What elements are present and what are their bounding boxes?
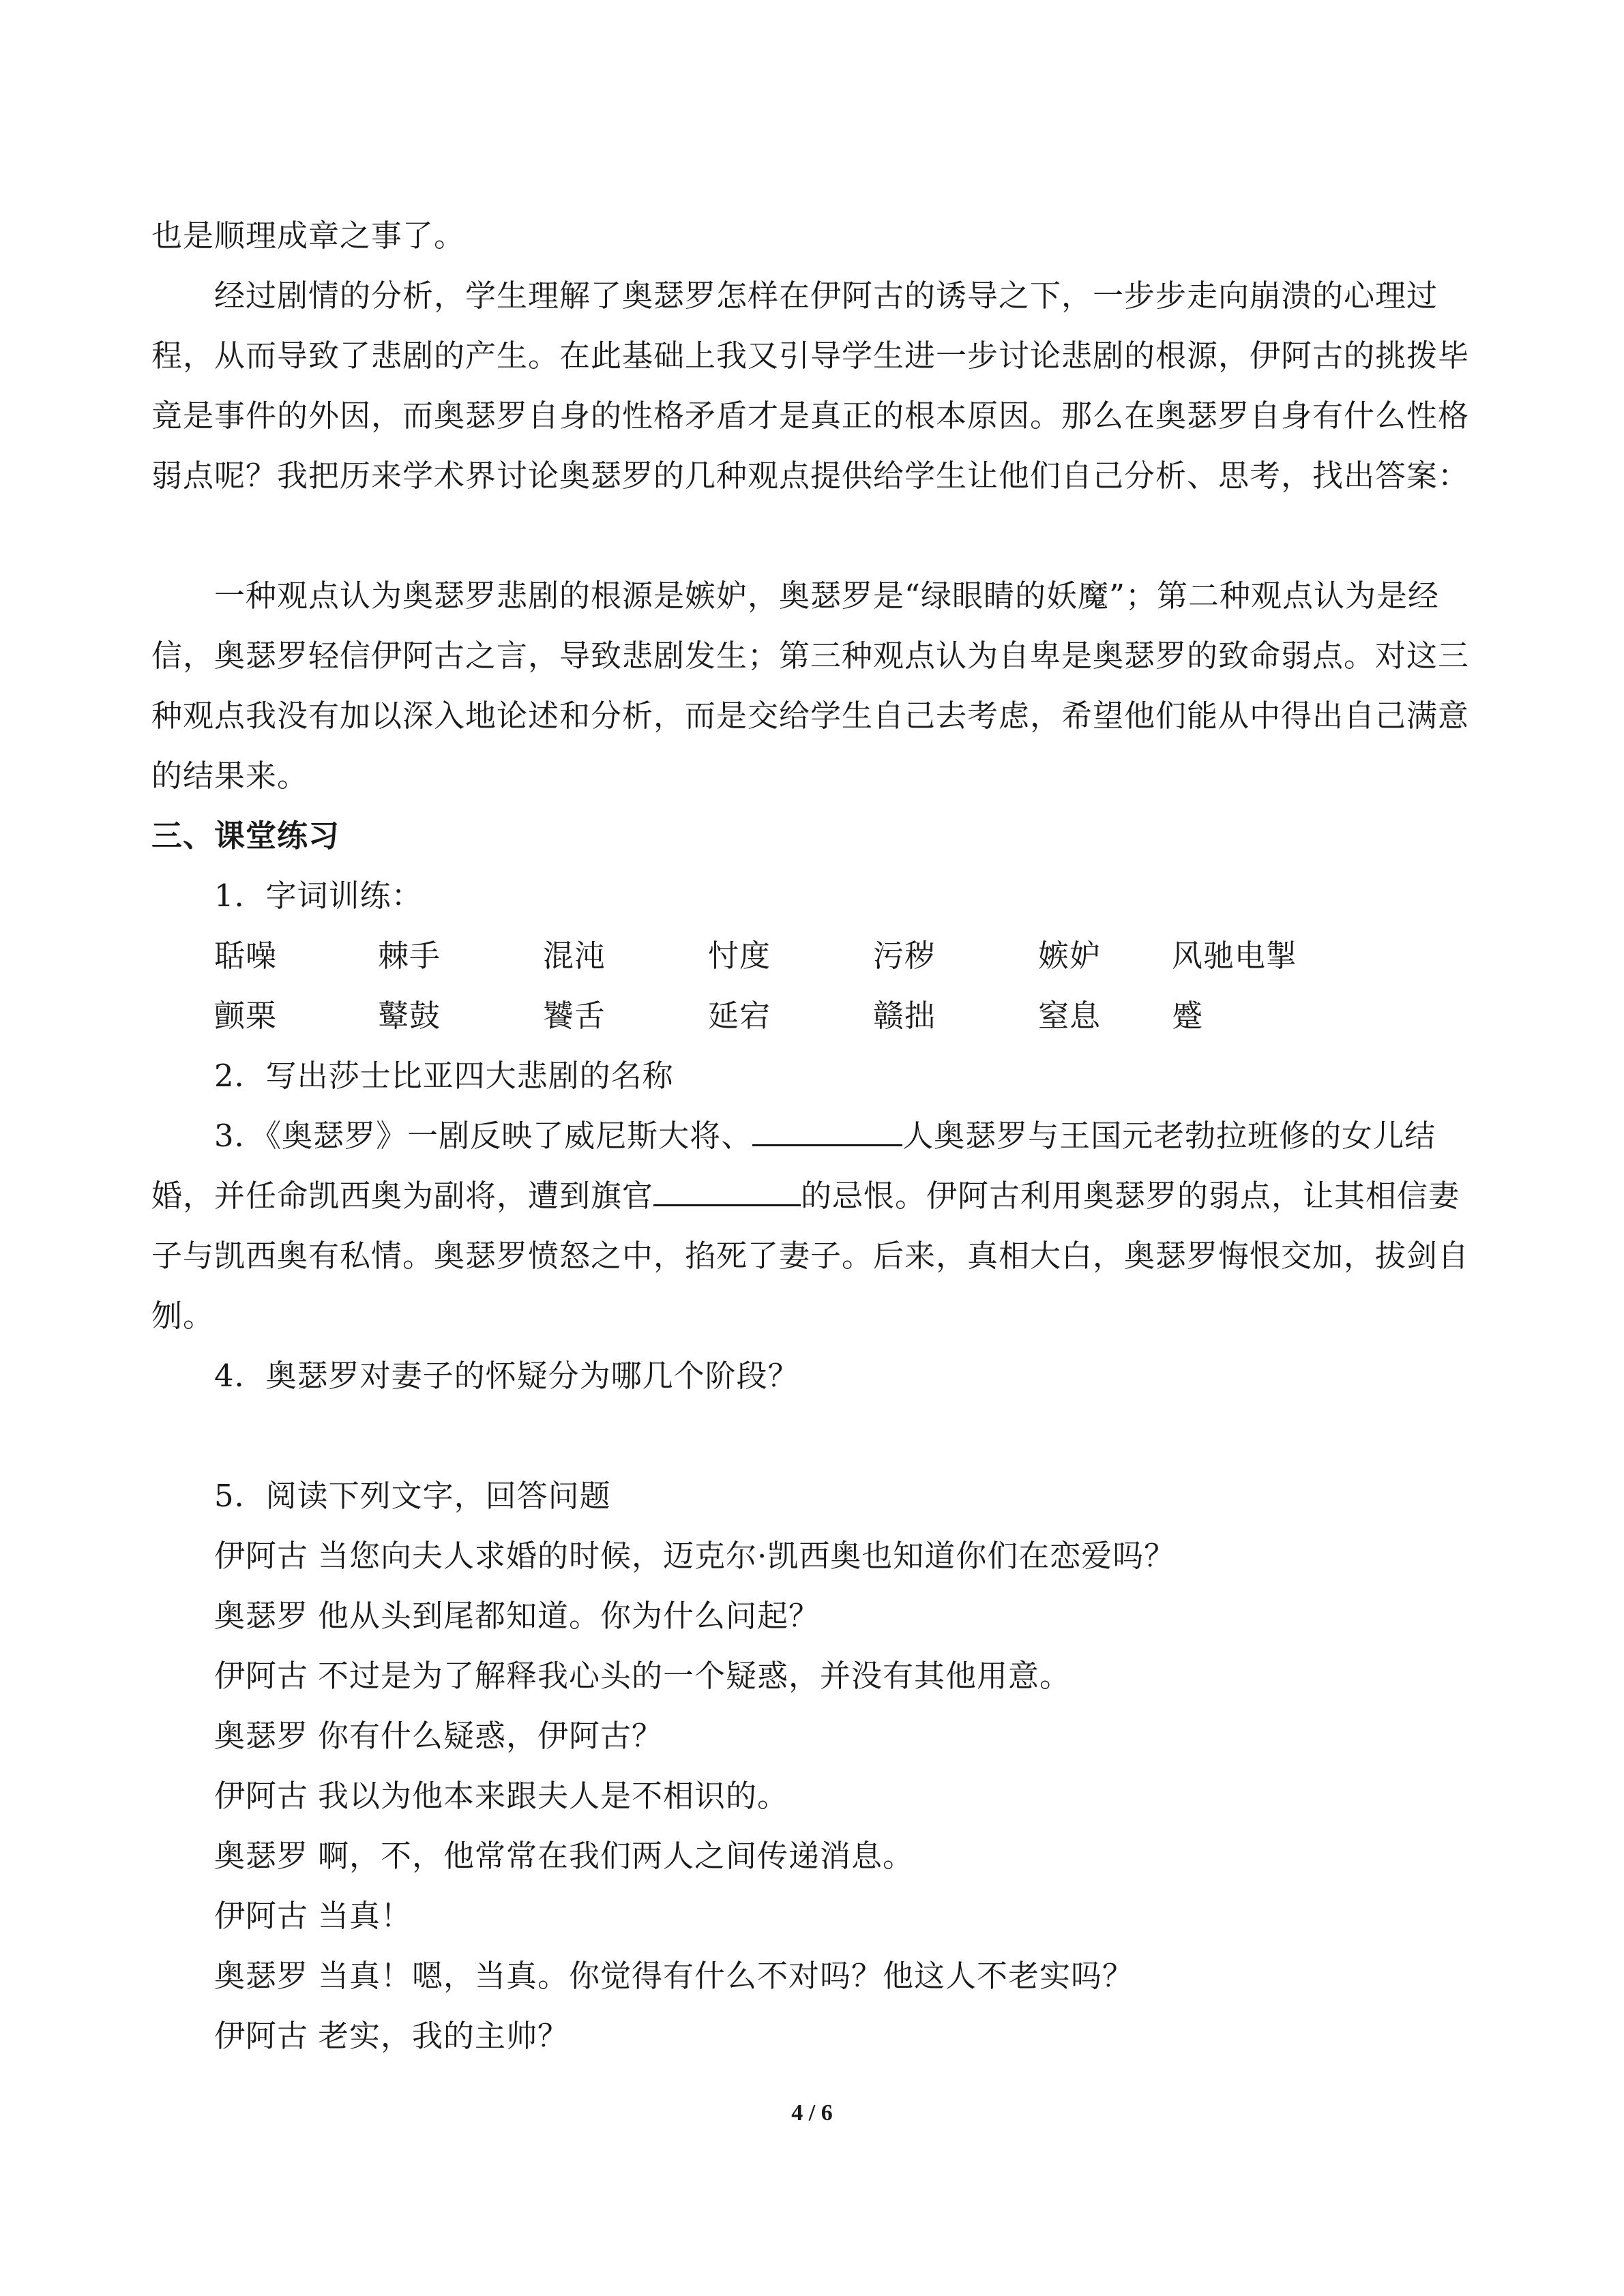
vocab-word: 延宕 <box>708 998 771 1034</box>
question-4: 4．奥瑟罗对妻子的怀疑分为哪几个阶段？ <box>214 1358 799 1394</box>
dialogue-line <box>214 1526 1175 1586</box>
question-3-part-b: 人奥瑟罗与王国元老勃拉班修的女儿结婚，并任命凯西奥为副将，遭到旗官 <box>151 1118 1436 1214</box>
dialogue-speaker: 伊阿古 <box>214 1658 309 1694</box>
dialogue-text: 当您向夫人求婚的时候，迈克尔·凯西奥也知道你们在恋爱吗？ <box>318 1538 1176 1574</box>
dialogue-text: 老实，我的主帅？ <box>318 2018 570 2054</box>
vocab-word: 赣拙 <box>873 998 936 1034</box>
dialogue-line <box>214 1826 914 1886</box>
dialogue-text: 我以为他本来跟夫人是不相识的。 <box>318 1778 789 1814</box>
dialogue-text: 当真！嗯，当真。你觉得有什么不对吗？他这人不老实吗？ <box>318 1958 1134 1994</box>
vocab-word: 饕舌 <box>543 998 606 1034</box>
dialogue-speaker: 伊阿古 <box>214 1538 309 1574</box>
vocab-word: 嫉妒 <box>1038 938 1102 974</box>
dialogue-line <box>214 1646 1071 1706</box>
vocab-word: 窒息 <box>1038 998 1102 1034</box>
dialogue-text: 你有什么疑惑，伊阿古？ <box>318 1718 664 1754</box>
vocab-word: 鼙鼓 <box>378 998 441 1034</box>
paragraph-analysis: 经过剧情的分析，学生理解了奥瑟罗怎样在伊阿古的诱导之下，一步步走向崩溃的心理过程，从而导致了悲剧的产生。在此基础上我又引导学生进一步讨论悲剧的根源，伊阿古的挑拨毕竟是事件的外因，而奥瑟罗自身的性格矛盾才是真正的根本原因。那么在奥瑟罗自身有什么性格弱点呢？我把历来学术界讨论奥瑟罗的几种观点提供给学生让他们自己分析、思考，找出答案： <box>151 278 1470 494</box>
dialogue-line <box>214 1886 412 1946</box>
dialogue-line <box>214 2006 569 2066</box>
page-number: 4 / 6 <box>791 2100 833 2126</box>
dialogue-line <box>214 1586 820 1646</box>
question-3-part-c: 的忌恨。伊阿古利用奥瑟罗的弱点，让其相信妻子与凯西奥有私情。奥瑟罗愤怒之中，掐死了妻子。后来，真相大白，奥瑟罗悔恨交加，拔剑自刎。 <box>151 1178 1470 1334</box>
paragraph-viewpoints: 一种观点认为奥瑟罗悲剧的根源是嫉妒，奥瑟罗是“绿眼睛的妖魔”；第二种观点认为是经信，奥瑟罗轻信伊阿古之言，导致悲剧发生；第三种观点认为自卑是奥瑟罗的致命弱点。对这三种观点我没有加以深入地论述和分析，而是交给学生自己去考虑，希望他们能从中得出自己满意的结果来。 <box>151 578 1470 794</box>
dialogue-speaker: 伊阿古 <box>214 2018 309 2054</box>
vocab-word: 颤栗 <box>214 998 278 1034</box>
answer-blank-1[interactable] <box>752 1117 902 1146</box>
dialogue-speaker: 奥瑟罗 <box>214 1958 309 1994</box>
dialogue-speaker: 伊阿古 <box>214 1898 309 1934</box>
question-2: 2．写出莎士比亚四大悲剧的名称 <box>214 1058 674 1094</box>
dialogue-speaker: 伊阿古 <box>214 1778 309 1814</box>
dialogue-speaker: 奥瑟罗 <box>214 1598 309 1634</box>
dialogue-text: 他从头到尾都知道。你为什么问起？ <box>318 1598 821 1634</box>
question-1-label: 1．字词训练： <box>214 878 423 914</box>
dialogue-speaker: 奥瑟罗 <box>214 1838 309 1874</box>
question-3-part-a: 3．《奥瑟罗》一剧反映了威尼斯大将、 <box>214 1118 753 1154</box>
question-3 <box>151 1106 1488 1346</box>
vocab-word: 聒噪 <box>214 938 278 974</box>
vocab-word: 棘手 <box>378 938 441 974</box>
vocab-word: 混沌 <box>543 938 606 974</box>
vocab-word: 风驰电掣 <box>1172 938 1298 974</box>
section-heading: 三、课堂练习 <box>151 818 340 854</box>
dialogue-line <box>214 1766 788 1826</box>
vocab-word: 蹙 <box>1172 998 1204 1034</box>
dialogue-speaker: 奥瑟罗 <box>214 1718 309 1754</box>
dialogue-line <box>214 1946 1134 2006</box>
dialogue-line <box>214 1706 663 1766</box>
dialogue-text: 不过是为了解释我心头的一个疑惑，并没有其他用意。 <box>318 1658 1072 1694</box>
answer-blank-2[interactable] <box>653 1177 801 1206</box>
dialogue-text: 当真！ <box>318 1898 413 1934</box>
dialogue-text: 啊，不，他常常在我们两人之间传递消息。 <box>318 1838 915 1874</box>
vocab-word: 忖度 <box>708 938 771 974</box>
paragraph-continuation: 也是顺理成章之事了。 <box>151 218 466 254</box>
vocab-word: 污秽 <box>873 938 936 974</box>
question-5: 5．阅读下列文字，回答问题 <box>214 1478 611 1514</box>
